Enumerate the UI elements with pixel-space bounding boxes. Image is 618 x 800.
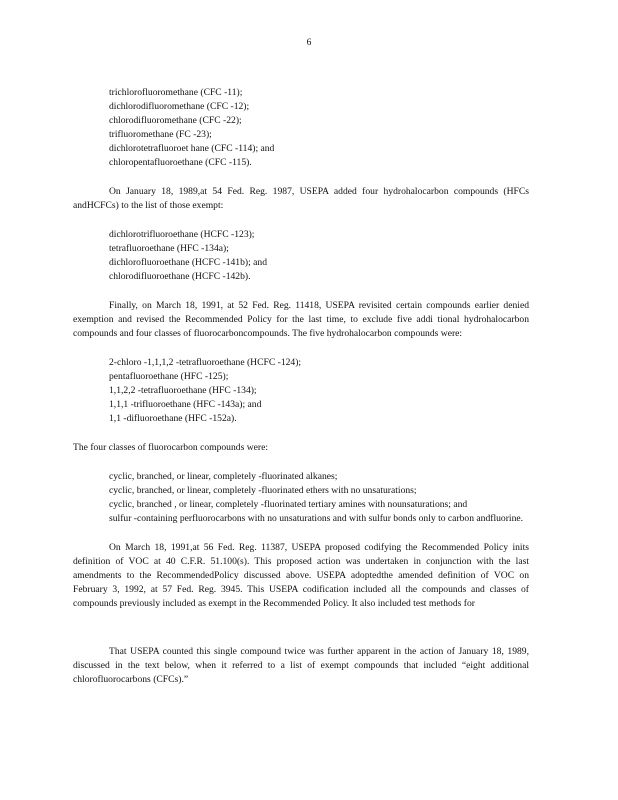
list-item: tetrafluoroethane (HFC -134a); xyxy=(109,243,229,254)
paragraph-1991-revision: Finally, on March 18, 1991, at 52 Fed. Reg. 11418, USEPA revisited certain compounds earlier denied exemption and revised the Recommended Policy for the last time, to exclude five addi tional hydrohalocarbon compounds and four classes of fluorocarboncompounds. The five hydrohalocarbon compounds were: xyxy=(73,300,529,339)
list-item: cyclic, branched, or linear, completely -fluorinated alkanes; xyxy=(109,471,338,482)
hydrohalocarbon-list-1991 xyxy=(109,356,529,426)
list-item: sulfur -containing perfluorocarbons with no unsaturations and with sulfur bonds only to carbon andfluorine. xyxy=(109,513,524,524)
list-item: 1,1,1 -trifluoroethane (HFC -143a); and xyxy=(109,399,262,410)
list-item: chlorodifluoroethane (HCFC -142b). xyxy=(109,271,251,282)
footnote: That USEPA counted this single compound twice was further apparent in the action of January 18, 1989, discussed in the text below, when it referred to a list of exempt compounds that included “eight additional chlorofluorocarbons (CFCs).” xyxy=(73,646,529,685)
list-item: chloropentafluoroethane (CFC -115). xyxy=(109,157,252,168)
list-item: dichlorofluoroethane (HCFC -141b); and xyxy=(109,257,267,268)
list-item: trichlorofluoromethane (CFC -11); xyxy=(109,87,243,98)
page-body xyxy=(73,86,529,687)
list-item: 1,1,2,2 -tetrafluoroethane (HFC -134); xyxy=(109,385,257,396)
paragraph-fluorocarbon-classes: The four classes of fluorocarbon compounds were: xyxy=(73,442,269,453)
list-item: dichlorotrifluoroethane (HCFC -123); xyxy=(109,229,255,240)
list-item: 1,1 -difluoroethane (HFC -152a). xyxy=(109,413,237,424)
list-item: dichlorodifluoromethane (CFC -12); xyxy=(109,101,250,112)
page-number: 6 xyxy=(306,37,312,48)
list-item: cyclic, branched, or linear, completely -fluorinated ethers with no unsaturations; xyxy=(109,485,417,496)
fluorocarbon-classes-list xyxy=(109,470,529,526)
list-item: 2-chloro -1,1,1,2 -tetrafluoroethane (HCFC -124); xyxy=(109,357,302,368)
paragraph-1989-amendment: On January 18, 1989,at 54 Fed. Reg. 1987, USEPA added four hydrohalocarbon compounds (HFCs andHCFCs) to the list of those exempt: xyxy=(73,186,529,211)
list-item: trifluoromethane (FC -23); xyxy=(109,129,212,140)
hydrohalocarbon-list-1989 xyxy=(109,228,529,284)
exempt-cfc-list xyxy=(109,86,529,170)
list-item: dichlorotetrafluoroet hane (CFC -114); and xyxy=(109,143,275,154)
paragraph-codification: On March 18, 1991,at 56 Fed. Reg. 11387, USEPA proposed codifying the Recommended Policy inits definition of VOC at 40 C.F.R. 51.100(s). This proposed action was undertaken in conjunction with the last amendments to the RecommendedPolicy discussed above. USEPA adoptedthe amended definition of VOC on February 3, 1992, at 57 Fed. Reg. 3945. This USEPA codification included all the compounds and classes of compounds previously included as exempt in the Recommended Policy. It also included test methods for xyxy=(73,542,529,609)
list-item: pentafluoroethane (HFC -125); xyxy=(109,371,229,382)
list-item: cyclic, branched , or linear, completely -fluorinated tertiary amines with nounsaturations; and xyxy=(109,499,468,510)
list-item: chlorodifluoromethane (CFC -22); xyxy=(109,115,242,126)
